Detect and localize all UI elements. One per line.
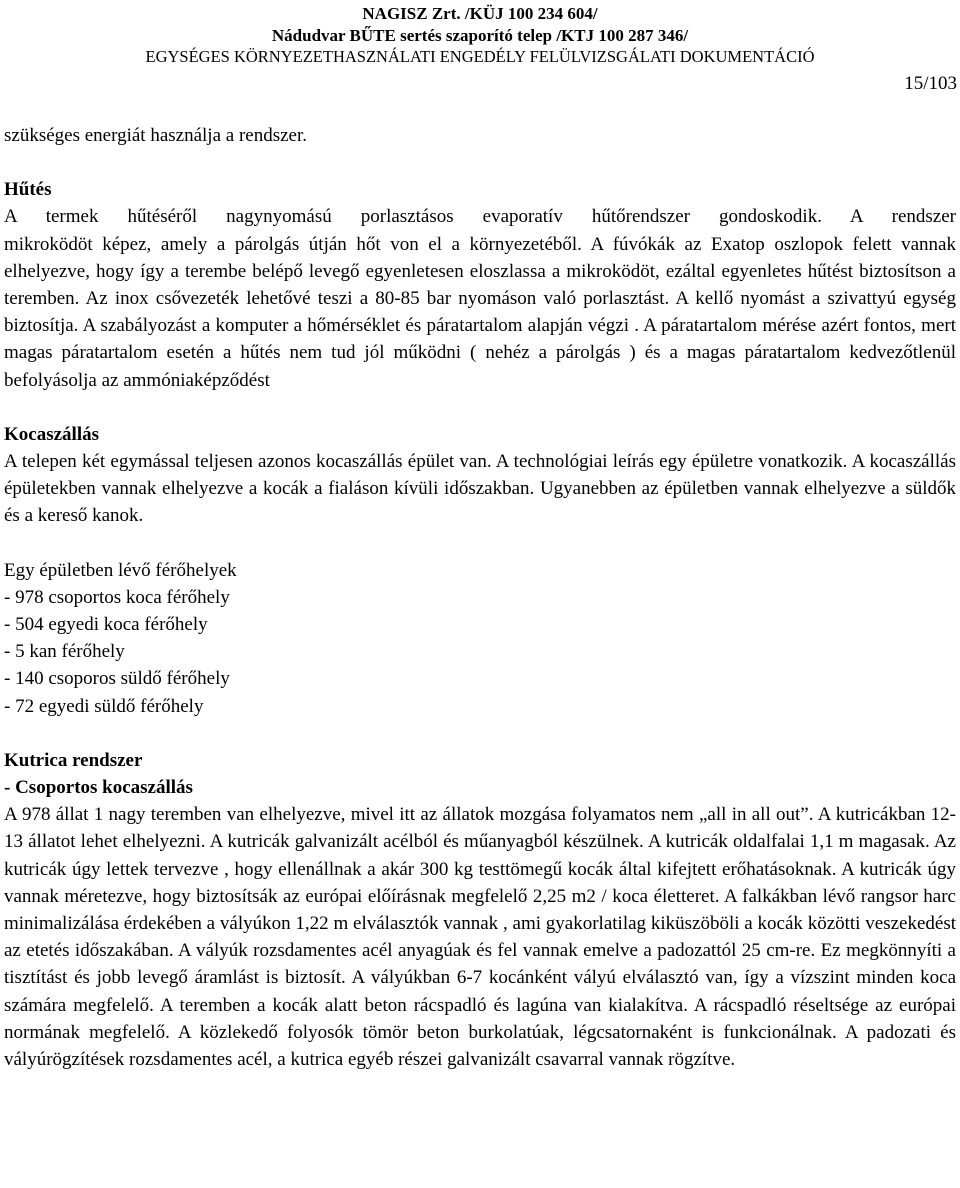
housing-paragraph: A telepen két egymással teljesen azonos kocaszállás épület van. A technológiai leírás egy épületre vonatkozik. A kocaszállás épületekben vannak elhelyezve a kocák a fialáson kívüli időszakban. Ugyanebben az épületben vannak elhelyezve a süldők és a kereső kanok. — [4, 451, 956, 527]
list-item: - 72 egyedi süldő férőhely — [4, 695, 204, 717]
pen-system-heading: Kutrica rendszer — [4, 749, 143, 771]
cooling-paragraph-line1: A termek hűtéséről nagynyomású porlasztásos evaporatív hűtőrendszer gondoskodik. A rendszer — [4, 206, 956, 228]
cooling-heading: Hűtés — [4, 179, 52, 201]
housing-heading: Kocaszállás — [4, 423, 99, 445]
places-title: Egy épületben lévő férőhelyek — [4, 559, 237, 581]
intro-paragraph: szükséges energiát használja a rendszer. — [4, 125, 307, 146]
page-number: 15/103 — [904, 73, 957, 94]
places-list — [4, 584, 956, 720]
pen-system-paragraph: A 978 állat 1 nagy teremben van elhelyezve, mivel itt az állatok mozgása folyamatos nem „all in all out”. A kutricákban 12-13 állatot lehet elhelyezni. A kutricák galvanizált acélból és műanyagból készülnek. A kutricák oldalfalai 1,1 m magasak. Az kutricák úgy lettek tervezve , hogy ellenállnak a akár 300 kg testtömegű kocák által kifejtett erőhatásoknak. A kutricák úgy vannak méretezve, hogy biztosítsák az európai előírásnak megfelelő 2,25 m2 / koca életteret. A falkákban lévő rangsor harc minimalizálása érdekében a vályúkon 1,22 m elválasztók vannak , ami gyakorlatilag kiküszöböli a kocák közötti veszekedést az etetés időszakában. A vályúk rozsdamentes acél anyagúak és fel vannak emelve a padozattól 25 cm-re. Ez megkönnyíti a tisztítást és jobb levegő áramlást is biztosít. A vályúkban 6-7 kocánként vályú elválasztó van, így a vízszint minden koca számára megfelelő. A teremben a kocák alatt beton rácspadló és lagúna van kialakítva. A rácspadló réseltsége az európai normának megfelelő. A közlekedő folyosók tömör beton burkolatúak, légcsatornaként is funkcionálnak. A padozati és vályúrögzítések rozsdamentes acél, a kutrica egyéb részei galvanizált csavarral vannak rögzítve. — [4, 804, 956, 1071]
list-item: - 504 egyedi koca férőhely — [4, 614, 208, 636]
list-item: - 978 csoportos koca férőhely — [4, 586, 230, 608]
document-body — [4, 122, 956, 1073]
list-item: - 140 csoporos süldő férőhely — [4, 668, 230, 690]
header-document-title: EGYSÉGES KÖRNYEZETHASZNÁLATI ENGEDÉLY FELÜLVIZSGÁLATI DOKUMENTÁCIÓ — [145, 47, 815, 66]
cooling-paragraph: mikroködöt képez, amely a párolgás útján hőt von el a környezetéből. A fúvókák az Exatop oszlopok felett vannak elhelyezve, hogy így a terembe belépő levegő egyenletesen eloszlassa a mikroködöt, ezáltal egyenletes hűtést biztosítson a teremben. Az inox csővezeték lehetővé teszi a 80-85 bar nyomáson való porlasztást. A kellő nyomást a szivattyú egység biztosítja. A szabályozást a komputer a hőmérséklet és páratartalom alapján végzi . A páratartalom mérése azért fontos, mert magas páratartalom esetén a hűtés nem tud jól működni ( nehéz a párolgás ) és a magas páratartalom kedvezőtlenül befolyásolja az ammóniaképződést — [4, 233, 956, 391]
group-housing-subheading: - Csoportos kocaszállás — [4, 777, 193, 799]
header-company: NAGISZ Zrt. /KÜJ 100 234 604/ — [362, 4, 598, 23]
header-site: Nádudvar BŰTE sertés szaporító telep /KTJ 100 287 346/ — [271, 26, 689, 45]
list-item: - 5 kan férőhely — [4, 641, 125, 663]
